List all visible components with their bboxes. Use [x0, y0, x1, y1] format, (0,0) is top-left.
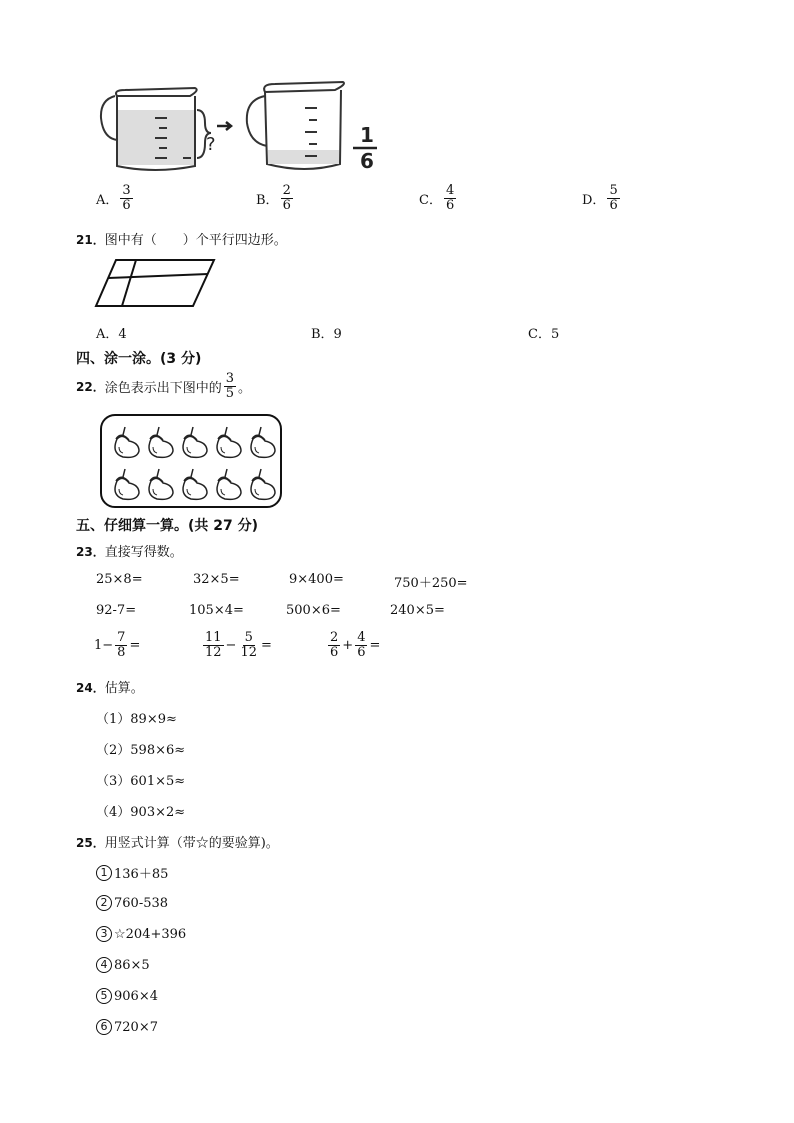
calc-item: 240×5= [390, 603, 445, 618]
eggplant-icon [183, 427, 207, 457]
calc-item: 92-7= [96, 603, 137, 618]
fraction: $\frac{3}{5}$ [225, 371, 234, 401]
calc-item: 32×5= [193, 572, 240, 587]
question-22: 22． 涂色表示出下图中的 $\frac{3}{5}$ 。 [76, 371, 252, 401]
calc-item: 750＋250= [394, 576, 468, 591]
option-c: C．5 [528, 327, 560, 342]
eggplant-icon [115, 427, 139, 457]
arrow-icon [217, 122, 231, 130]
option-b: B．9 [311, 327, 342, 342]
fraction: $\frac{3}{6}$ [122, 183, 131, 213]
calc-item: $\frac{11}{12}$ − $\frac{5}{12}$ = [205, 630, 272, 660]
eggplant-icon [251, 427, 275, 457]
fraction: $\frac{2}{6}$ [282, 183, 291, 213]
eggplant-icon [115, 469, 139, 499]
vertical-calc-item: 5 906×4 [96, 988, 158, 1004]
option-d: D． $\frac{5}{6}$ [582, 183, 618, 213]
eggplant-box [99, 413, 283, 509]
question-mark: ? [206, 134, 216, 155]
question-21: 21．图中有（ ）个平行四边形。 [76, 233, 287, 248]
estimate-item: （2）598×6≈ [96, 743, 186, 758]
eggplant-icon [183, 469, 207, 499]
calc-item: 105×4= [189, 603, 244, 618]
estimate-item: （4）903×2≈ [96, 805, 186, 820]
option-a: A． $\frac{3}{6}$ [96, 183, 131, 213]
cup-fraction-num: 1 [360, 123, 374, 147]
section-title: 五、仔细算一算。(共 27 分) [76, 518, 259, 534]
estimate-item: （3）601×5≈ [96, 774, 186, 789]
right-cup-icon [247, 82, 344, 169]
vertical-calc-item: 4 86×5 [96, 957, 150, 973]
left-cup-icon [101, 88, 197, 170]
calc-item: 25×8= [96, 572, 143, 587]
option-a: A．4 [96, 327, 127, 342]
cup-fraction-den: 6 [360, 149, 374, 173]
option-c: C． $\frac{4}{6}$ [419, 183, 455, 213]
eggplant-icon [149, 469, 173, 499]
vertical-calc-item: 3 ☆204+396 [96, 926, 186, 942]
fraction: $\frac{4}{6}$ [445, 183, 455, 213]
option-b: B． $\frac{2}{6}$ [256, 183, 291, 213]
calc-item: $\frac{2}{6}$ + $\frac{4}{6}$ = [330, 630, 381, 660]
vertical-calc-item: 6 720×7 [96, 1019, 158, 1035]
question-25: 25．用竖式计算（带☆的要验算)。 [76, 836, 279, 851]
eggplant-icon [149, 427, 173, 457]
vertical-calc-item: 2 760-538 [96, 895, 168, 911]
measuring-cups-figure [95, 78, 395, 178]
vertical-calc-item: 1 136＋85 [96, 863, 168, 882]
eggplant-icon [251, 469, 275, 499]
parallelogram-figure [94, 256, 218, 310]
fraction: $\frac{5}{6}$ [609, 183, 618, 213]
section-title: 四、涂一涂。(3 分) [76, 351, 202, 367]
calc-item: 500×6= [286, 603, 341, 618]
estimate-item: （1）89×9≈ [96, 712, 177, 727]
eggplant-icon [217, 427, 241, 457]
eggplant-icon [217, 469, 241, 499]
question-24: 24．估算。 [76, 681, 144, 696]
calc-item: 1− $\frac{7}{8}$ = [94, 630, 141, 660]
question-23: 23．直接写得数。 [76, 545, 183, 560]
calc-item: 9×400= [289, 572, 344, 587]
